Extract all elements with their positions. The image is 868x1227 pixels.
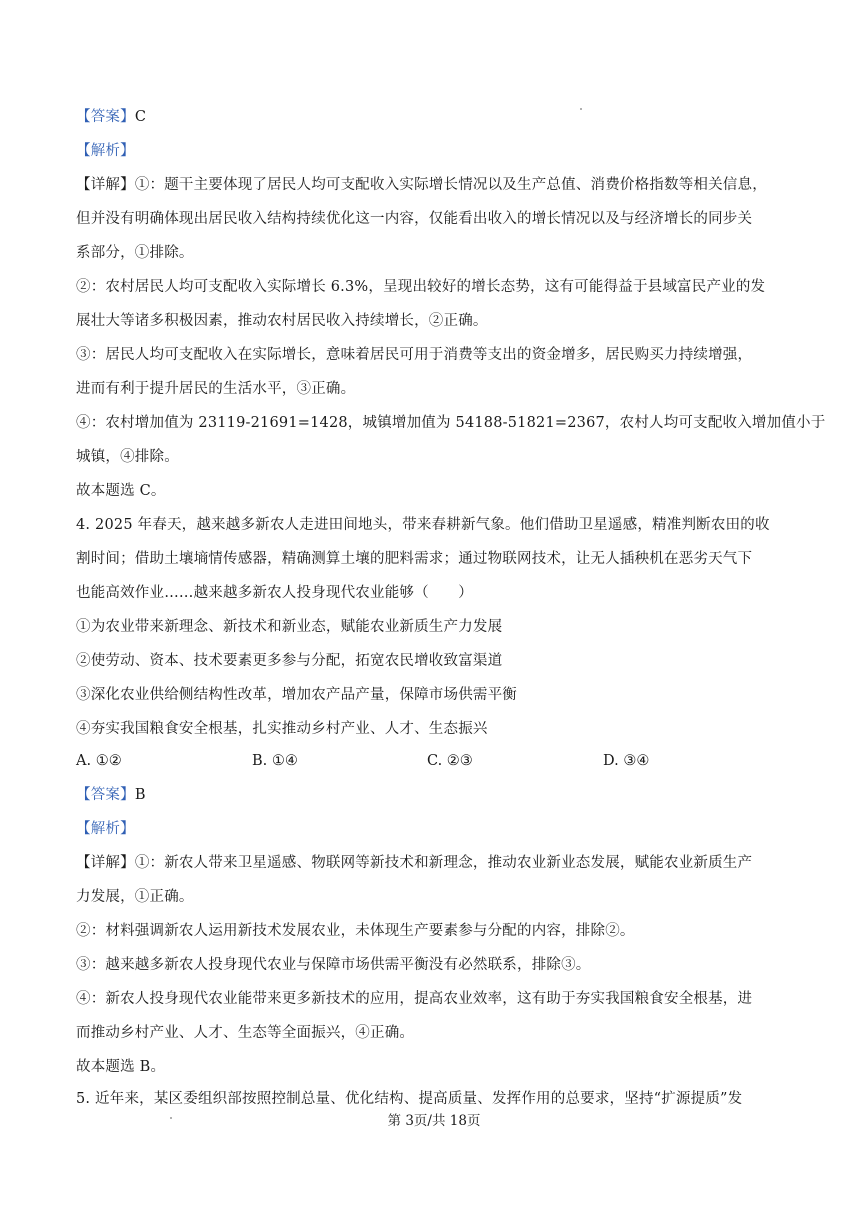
answer-label: 【答案】 <box>76 787 135 803</box>
text-line: 进而有利于提升居民的生活水平，③正确。 <box>76 381 356 397</box>
q4-statement: ③深化农业供给侧结构性改革，增加农产品产量，保障市场供需平衡 <box>76 687 517 703</box>
text-line: ②：农村居民人均可支配收入实际增长 6.3%，呈现出较好的增长态势，这有可能得益于县域富民产业的发 <box>76 279 766 295</box>
q4-stem-line: 割时间；借助土壤墒情传感器，精确测算土壤的肥料需求；通过物联网技术，让无人插秧机在恶劣天气下 <box>76 551 753 567</box>
q4-statement: ①为农业带来新理念、新技术和新业态，赋能农业新质生产力发展 <box>76 619 503 635</box>
q3-answer <box>76 107 796 127</box>
q4-stem-line: 也能高效作业……越来越多新农人投身现代农业能够（ ） <box>76 585 473 601</box>
q4-analysis-heading <box>76 819 796 839</box>
q4-answer <box>76 785 796 805</box>
analysis-label: 【解析】 <box>76 821 135 837</box>
text-line: ③：居民人均可支配收入在实际增长，意味着居民可用于消费等支出的资金增多，居民购买力持续增强， <box>76 347 753 363</box>
conclusion-line: 故本题选 B。 <box>76 1059 166 1075</box>
q4-statement: ④夯实我国粮食安全根基，扎实推动乡村产业、人才、生态振兴 <box>76 721 488 737</box>
text-line: 而推动乡村产业、人才、生态等全面振兴，④正确。 <box>76 1025 415 1041</box>
text-line: 展壮大等诸多积极因素，推动农村居民收入持续增长，②正确。 <box>76 313 488 329</box>
text-line: 城镇，④排除。 <box>76 449 179 465</box>
text-line: ①：新农人带来卫星遥感、物联网等新技术和新理念，推动农业新业态发展，赋能农业新质生产 <box>134 855 753 871</box>
analysis-label: 【解析】 <box>76 143 135 159</box>
text-line: 但并没有明确体现出居民收入结构持续优化这一内容，仅能看出收入的增长情况以及与经济增长的同步关 <box>76 211 753 227</box>
speck-mark <box>170 1117 172 1119</box>
detail-label: 【详解】 <box>76 855 135 871</box>
q3-analysis-heading <box>76 141 796 161</box>
q4-statement: ②使劳动、资本、技术要素更多参与分配，拓宽农民增收致富渠道 <box>76 653 503 669</box>
detail-label: 【详解】 <box>76 177 135 193</box>
q4-stem-line: 4. 2025 年春天，越来越多新农人走进田间地头，带来春耕新气象。他们借助卫星遥感，精准判断农田的收 <box>76 517 770 533</box>
conclusion-line: 故本题选 C。 <box>76 483 166 499</box>
text-line: ③：越来越多新农人投身现代农业与保障市场供需平衡没有必然联系，排除③。 <box>76 957 591 973</box>
q3-detail-line <box>76 175 796 195</box>
page-number: 第 3页/共 18页 <box>387 1113 481 1129</box>
text-line: 系部分，①排除。 <box>76 245 194 261</box>
answer-label: 【答案】 <box>76 109 135 125</box>
option-b: B. ①④ <box>252 753 298 769</box>
answer-value: B <box>134 787 146 803</box>
text-line: ④：新农人投身现代农业能带来更多新技术的应用，提高农业效率，这有助于夯实我国粮食安全根基，进 <box>76 991 753 1007</box>
q4-options <box>76 751 796 771</box>
q5-stem-line: 5. 近年来，某区委组织部按照控制总量、优化结构、提高质量、发挥作用的总要求，坚持“扩源提质”发 <box>76 1091 743 1107</box>
text-line: ④：农村增加值为 23119-21691=1428，城镇增加值为 54188-51821=2367，农村人均可支配收入增加值小于 <box>76 415 826 431</box>
option-a: A. ①② <box>76 753 122 769</box>
text-line: 力发展，①正确。 <box>76 889 194 905</box>
q4-detail-line <box>76 853 796 873</box>
option-c: C. ②③ <box>427 753 473 769</box>
speck-mark <box>580 108 582 110</box>
answer-value: C <box>134 109 147 125</box>
option-d: D. ③④ <box>603 753 650 769</box>
text-line: ①：题干主要体现了居民人均可支配收入实际增长情况以及生产总值、消费价格指数等相关信息， <box>134 177 767 193</box>
text-line: ②：材料强调新农人运用新技术发展农业，未体现生产要素参与分配的内容，排除②。 <box>76 923 635 939</box>
